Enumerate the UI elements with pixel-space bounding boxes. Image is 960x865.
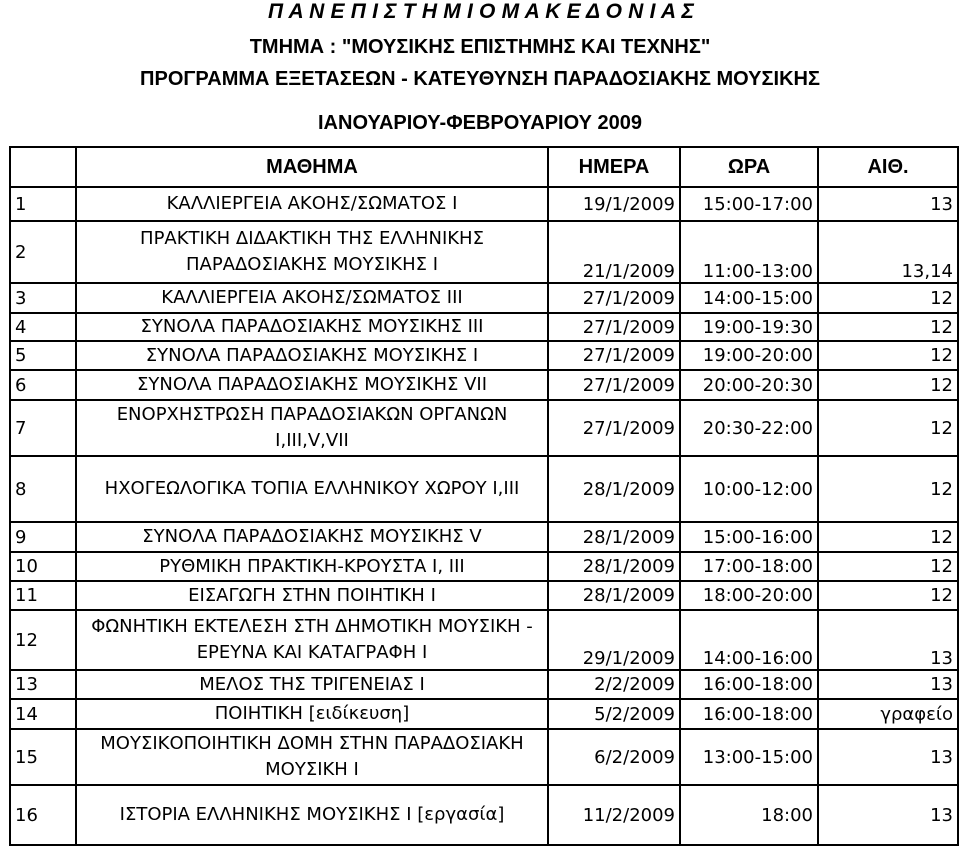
exam-time: 15:00-17:00 xyxy=(680,187,818,221)
exam-time: 18:00-20:00 xyxy=(680,581,818,610)
header-number xyxy=(10,147,76,187)
table-row xyxy=(10,522,958,552)
exam-date: 11/2/2009 xyxy=(548,785,680,845)
exam-room: 12 xyxy=(818,370,958,400)
exam-time: 14:00-15:00 xyxy=(680,283,818,313)
table-row xyxy=(10,610,958,670)
row-number: 12 xyxy=(10,610,76,670)
exam-date: 2/2/2009 xyxy=(548,670,680,699)
row-number: 16 xyxy=(10,785,76,845)
row-number: 13 xyxy=(10,670,76,699)
exam-time: 13:00-15:00 xyxy=(680,729,818,785)
table-row xyxy=(10,581,958,610)
course-name: ΣΥΝΟΛΑ ΠΑΡΑΔΟΣΙΑΚΗΣ ΜΟΥΣΙΚΗΣ Ι xyxy=(76,341,548,370)
exam-date: 28/1/2009 xyxy=(548,581,680,610)
exam-date: 27/1/2009 xyxy=(548,400,680,456)
exam-room: 13 xyxy=(818,187,958,221)
table-body xyxy=(10,187,958,845)
course-name: ΕΙΣΑΓΩΓΗ ΣΤΗΝ ΠΟΙΗΤΙΚΗ Ι xyxy=(76,581,548,610)
exam-date: 28/1/2009 xyxy=(548,456,680,522)
exam-time: 16:00-18:00 xyxy=(680,670,818,699)
university-title: Π Α Ν Ε Π Ι Σ Τ Η Μ Ι Ο Μ Α Κ Ε Δ Ο Ν Ι Α Σ xyxy=(268,0,695,23)
exam-time: 20:30-22:00 xyxy=(680,400,818,456)
table-row xyxy=(10,221,958,283)
exam-date: 6/2/2009 xyxy=(548,729,680,785)
row-number: 4 xyxy=(10,313,76,341)
exam-date: 27/1/2009 xyxy=(548,341,680,370)
row-number: 7 xyxy=(10,400,76,456)
exam-room: 12 xyxy=(818,552,958,581)
department-title: ΤΜΗΜΑ : "ΜΟΥΣΙΚΗΣ ΕΠΙΣΤΗΜΗΣ ΚΑΙ ΤΕΧΝΗΣ" xyxy=(249,36,711,58)
table-row xyxy=(10,729,958,785)
course-name: ΗΧΟΓΕΩΛΟΓΙΚΑ ΤΟΠΙΑ ΕΛΛΗΝΙΚΟΥ ΧΩΡΟΥ Ι,ΙΙΙ xyxy=(76,456,548,522)
table-row xyxy=(10,187,958,221)
exam-room: 13,14 xyxy=(818,221,958,283)
exam-time: 15:00-16:00 xyxy=(680,522,818,552)
course-name: ΣΥΝΟΛΑ ΠΑΡΑΔΟΣΙΑΚΗΣ ΜΟΥΣΙΚΗΣ VII xyxy=(76,370,548,400)
exam-period: ΙΑΝΟΥΑΡΙΟΥ-ΦΕΒΡΟΥΑΡΙΟΥ 2009 xyxy=(318,112,642,134)
table-row xyxy=(10,670,958,699)
course-name: ΦΩΝΗΤΙΚΗ ΕΚΤΕΛΕΣΗ ΣΤΗ ΔΗΜΟΤΙΚΗ ΜΟΥΣΙΚΗ - ΕΡΕΥΝΑ ΚΑΙ ΚΑΤΑΓΡΑΦΗ Ι xyxy=(76,610,548,670)
exam-time: 10:00-12:00 xyxy=(680,456,818,522)
exam-time: 11:00-13:00 xyxy=(680,221,818,283)
course-name: ΜΕΛΟΣ ΤΗΣ ΤΡΙΓΕΝΕΙΑΣ Ι xyxy=(76,670,548,699)
exam-time: 16:00-18:00 xyxy=(680,699,818,729)
exam-room: 12 xyxy=(818,400,958,456)
row-number: 6 xyxy=(10,370,76,400)
course-name: ΠΟΙΗΤΙΚΗ [ειδίκευση] xyxy=(76,699,548,729)
table-row xyxy=(10,785,958,845)
row-number: 11 xyxy=(10,581,76,610)
exam-room: 13 xyxy=(818,729,958,785)
row-number: 1 xyxy=(10,187,76,221)
course-name: ΚΑΛΛΙΕΡΓΕΙΑ ΑΚΟΗΣ/ΣΩΜΑΤΟΣ Ι xyxy=(76,187,548,221)
exam-time: 17:00-18:00 xyxy=(680,552,818,581)
exam-date: 19/1/2009 xyxy=(548,187,680,221)
course-name: ΙΣΤΟΡΙΑ ΕΛΛΗΝΙΚΗΣ ΜΟΥΣΙΚΗΣ Ι [εργασία] xyxy=(76,785,548,845)
exam-room: 12 xyxy=(818,283,958,313)
table-row xyxy=(10,341,958,370)
row-number: 5 xyxy=(10,341,76,370)
exam-date: 27/1/2009 xyxy=(548,370,680,400)
exam-room: 13 xyxy=(818,670,958,699)
exam-date: 5/2/2009 xyxy=(548,699,680,729)
table-row xyxy=(10,400,958,456)
table-row xyxy=(10,699,958,729)
exam-date: 21/1/2009 xyxy=(548,221,680,283)
exam-time: 20:00-20:30 xyxy=(680,370,818,400)
exam-room: 12 xyxy=(818,313,958,341)
header-room: ΑΙΘ. xyxy=(818,147,958,187)
exam-time: 14:00-16:00 xyxy=(680,610,818,670)
table-row xyxy=(10,313,958,341)
row-number: 2 xyxy=(10,221,76,283)
course-name: ΜΟΥΣΙΚΟΠΟΙΗΤΙΚΗ ΔΟΜΗ ΣΤΗΝ ΠΑΡΑΔΟΣΙΑΚΗ ΜΟΥΣΙΚΗ Ι xyxy=(76,729,548,785)
row-number: 8 xyxy=(10,456,76,522)
table-row xyxy=(10,283,958,313)
exam-time: 19:00-20:00 xyxy=(680,341,818,370)
course-name: ΕΝΟΡΧΗΣΤΡΩΣΗ ΠΑΡΑΔΟΣΙΑΚΩΝ ΟΡΓΑΝΩΝ Ι,ΙΙΙ,V,VII xyxy=(76,400,548,456)
row-number: 14 xyxy=(10,699,76,729)
course-name: ΣΥΝΟΛΑ ΠΑΡΑΔΟΣΙΑΚΗΣ ΜΟΥΣΙΚΗΣ ΙΙΙ xyxy=(76,313,548,341)
row-number: 9 xyxy=(10,522,76,552)
exam-room: 13 xyxy=(818,610,958,670)
table-header-row xyxy=(10,147,958,187)
course-name: ΚΑΛΛΙΕΡΓΕΙΑ ΑΚΟΗΣ/ΣΩΜΑΤΟΣ ΙΙΙ xyxy=(76,283,548,313)
exam-time: 19:00-19:30 xyxy=(680,313,818,341)
course-name: ΠΡΑΚΤΙΚΗ ΔΙΔΑΚΤΙΚΗ ΤΗΣ ΕΛΛΗΝΙΚΗΣ ΠΑΡΑΔΟΣΙΑΚΗΣ ΜΟΥΣΙΚΗΣ Ι xyxy=(76,221,548,283)
program-title: ΠΡΟΓΡΑΜΜΑ ΕΞΕΤΑΣΕΩΝ - ΚΑΤΕΥΘΥΝΣΗ ΠΑΡΑΔΟΣΙΑΚΗΣ ΜΟΥΣΙΚΗΣ xyxy=(140,68,820,90)
course-name: ΣΥΝΟΛΑ ΠΑΡΑΔΟΣΙΑΚΗΣ ΜΟΥΣΙΚΗΣ V xyxy=(76,522,548,552)
row-number: 3 xyxy=(10,283,76,313)
table-row xyxy=(10,456,958,522)
exam-date: 27/1/2009 xyxy=(548,283,680,313)
header-course: ΜΑΘΗΜΑ xyxy=(76,147,548,187)
exam-room: 12 xyxy=(818,341,958,370)
exam-room: 12 xyxy=(818,581,958,610)
exam-room: 12 xyxy=(818,456,958,522)
row-number: 10 xyxy=(10,552,76,581)
header-date: ΗΜΕΡΑ xyxy=(548,147,680,187)
exam-schedule-table xyxy=(9,146,959,846)
exam-room: 13 xyxy=(818,785,958,845)
exam-date: 28/1/2009 xyxy=(548,552,680,581)
course-name: ΡΥΘΜΙΚΗ ΠΡΑΚΤΙΚΗ-ΚΡΟΥΣΤΑ Ι, ΙΙΙ xyxy=(76,552,548,581)
exam-date: 28/1/2009 xyxy=(548,522,680,552)
exam-date: 29/1/2009 xyxy=(548,610,680,670)
exam-room: 12 xyxy=(818,522,958,552)
exam-date: 27/1/2009 xyxy=(548,313,680,341)
exam-room: γραφείο xyxy=(818,699,958,729)
table-row xyxy=(10,370,958,400)
exam-time: 18:00 xyxy=(680,785,818,845)
table-row xyxy=(10,552,958,581)
row-number: 15 xyxy=(10,729,76,785)
header-time: ΩΡΑ xyxy=(680,147,818,187)
